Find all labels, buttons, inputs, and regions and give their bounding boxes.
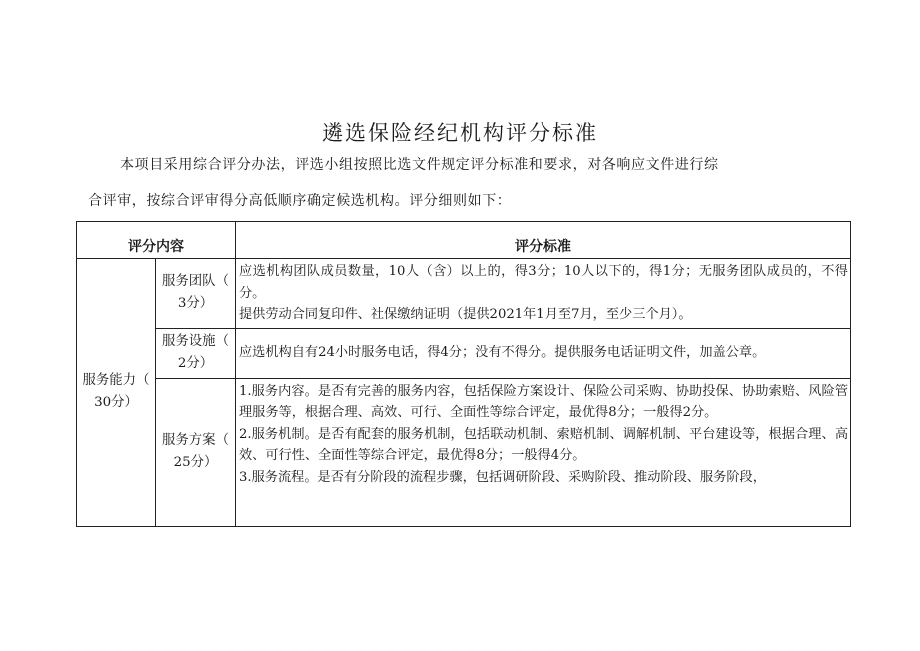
criteria-text: 应选机构团队成员数量，10人（含）以上的，得3分；10人以下的，得1分；无服务团队成员的，不得分。 <box>239 264 848 301</box>
subcategory-label-line-2: 3分） <box>177 296 214 312</box>
criteria-text: 1.服务内容。是否有完善的服务内容，包括保险方案设计、保险公司采购、协助投保、协助索赔、风险管理服务等，根据合理、高效、可行、全面性等综合评定，最优得8分；一般得2分。 <box>239 383 848 420</box>
subcategory-label-line-2: 2分） <box>177 356 214 371</box>
subcategory-label-line-1: 服务设施（ <box>162 334 229 349</box>
subcategory-label-line-1: 服务团队（ <box>162 274 229 290</box>
subcategory-label-line-2: 25分） <box>173 455 218 470</box>
table-row <box>77 378 851 526</box>
criteria-text: 3.服务流程。是否有分阶段的流程步骤，包括调研阶段、采购阶段、推动阶段、服务阶段， <box>239 469 766 485</box>
subcategory-cell <box>156 378 236 526</box>
intro-paragraph-line-2: 合评审，按综合评审得分高低顺序确定候选机构。评分细则如下： <box>88 193 512 209</box>
criteria-text: 2.服务机制。是否有配套的服务机制，包括联动机制、索赔机制、调解机制、平台建设等，根据合理、高效、可行性、全面性等综合评定，最优得8分；一般得4分。 <box>239 426 848 463</box>
category-cell <box>77 259 156 527</box>
criteria-cell <box>236 378 851 526</box>
document-title: 遴选保险经纪机构评分标准 <box>322 121 598 145</box>
intro-paragraph-line-1: 本项目采用综合评分办法，评选小组按照比选文件规定评分标准和要求，对各响应文件进行综 <box>120 157 719 173</box>
criteria-cell <box>236 259 851 329</box>
table-row <box>77 259 851 329</box>
criteria-text: 应选机构自有24小时服务电话，得4分；没有不得分。提供服务电话证明文件，加盖公章。 <box>239 345 766 361</box>
category-label-line-1: 服务能力（ <box>82 373 150 389</box>
header-scoring-content: 评分内容 <box>77 222 236 259</box>
criteria-text: 提供劳动合同复印件、社保缴纳证明（提供2021年1月至7月，至少三个月）。 <box>239 307 692 322</box>
subcategory-label-line-1: 服务方案（ <box>162 433 229 448</box>
table-row <box>77 328 851 378</box>
table-header-row <box>77 222 851 259</box>
header-scoring-standard: 评分标准 <box>236 222 851 259</box>
category-label-line-2: 30分） <box>94 395 138 411</box>
criteria-cell <box>236 328 851 378</box>
subcategory-cell <box>156 259 236 329</box>
scoring-table <box>76 221 851 527</box>
subcategory-cell <box>156 328 236 378</box>
